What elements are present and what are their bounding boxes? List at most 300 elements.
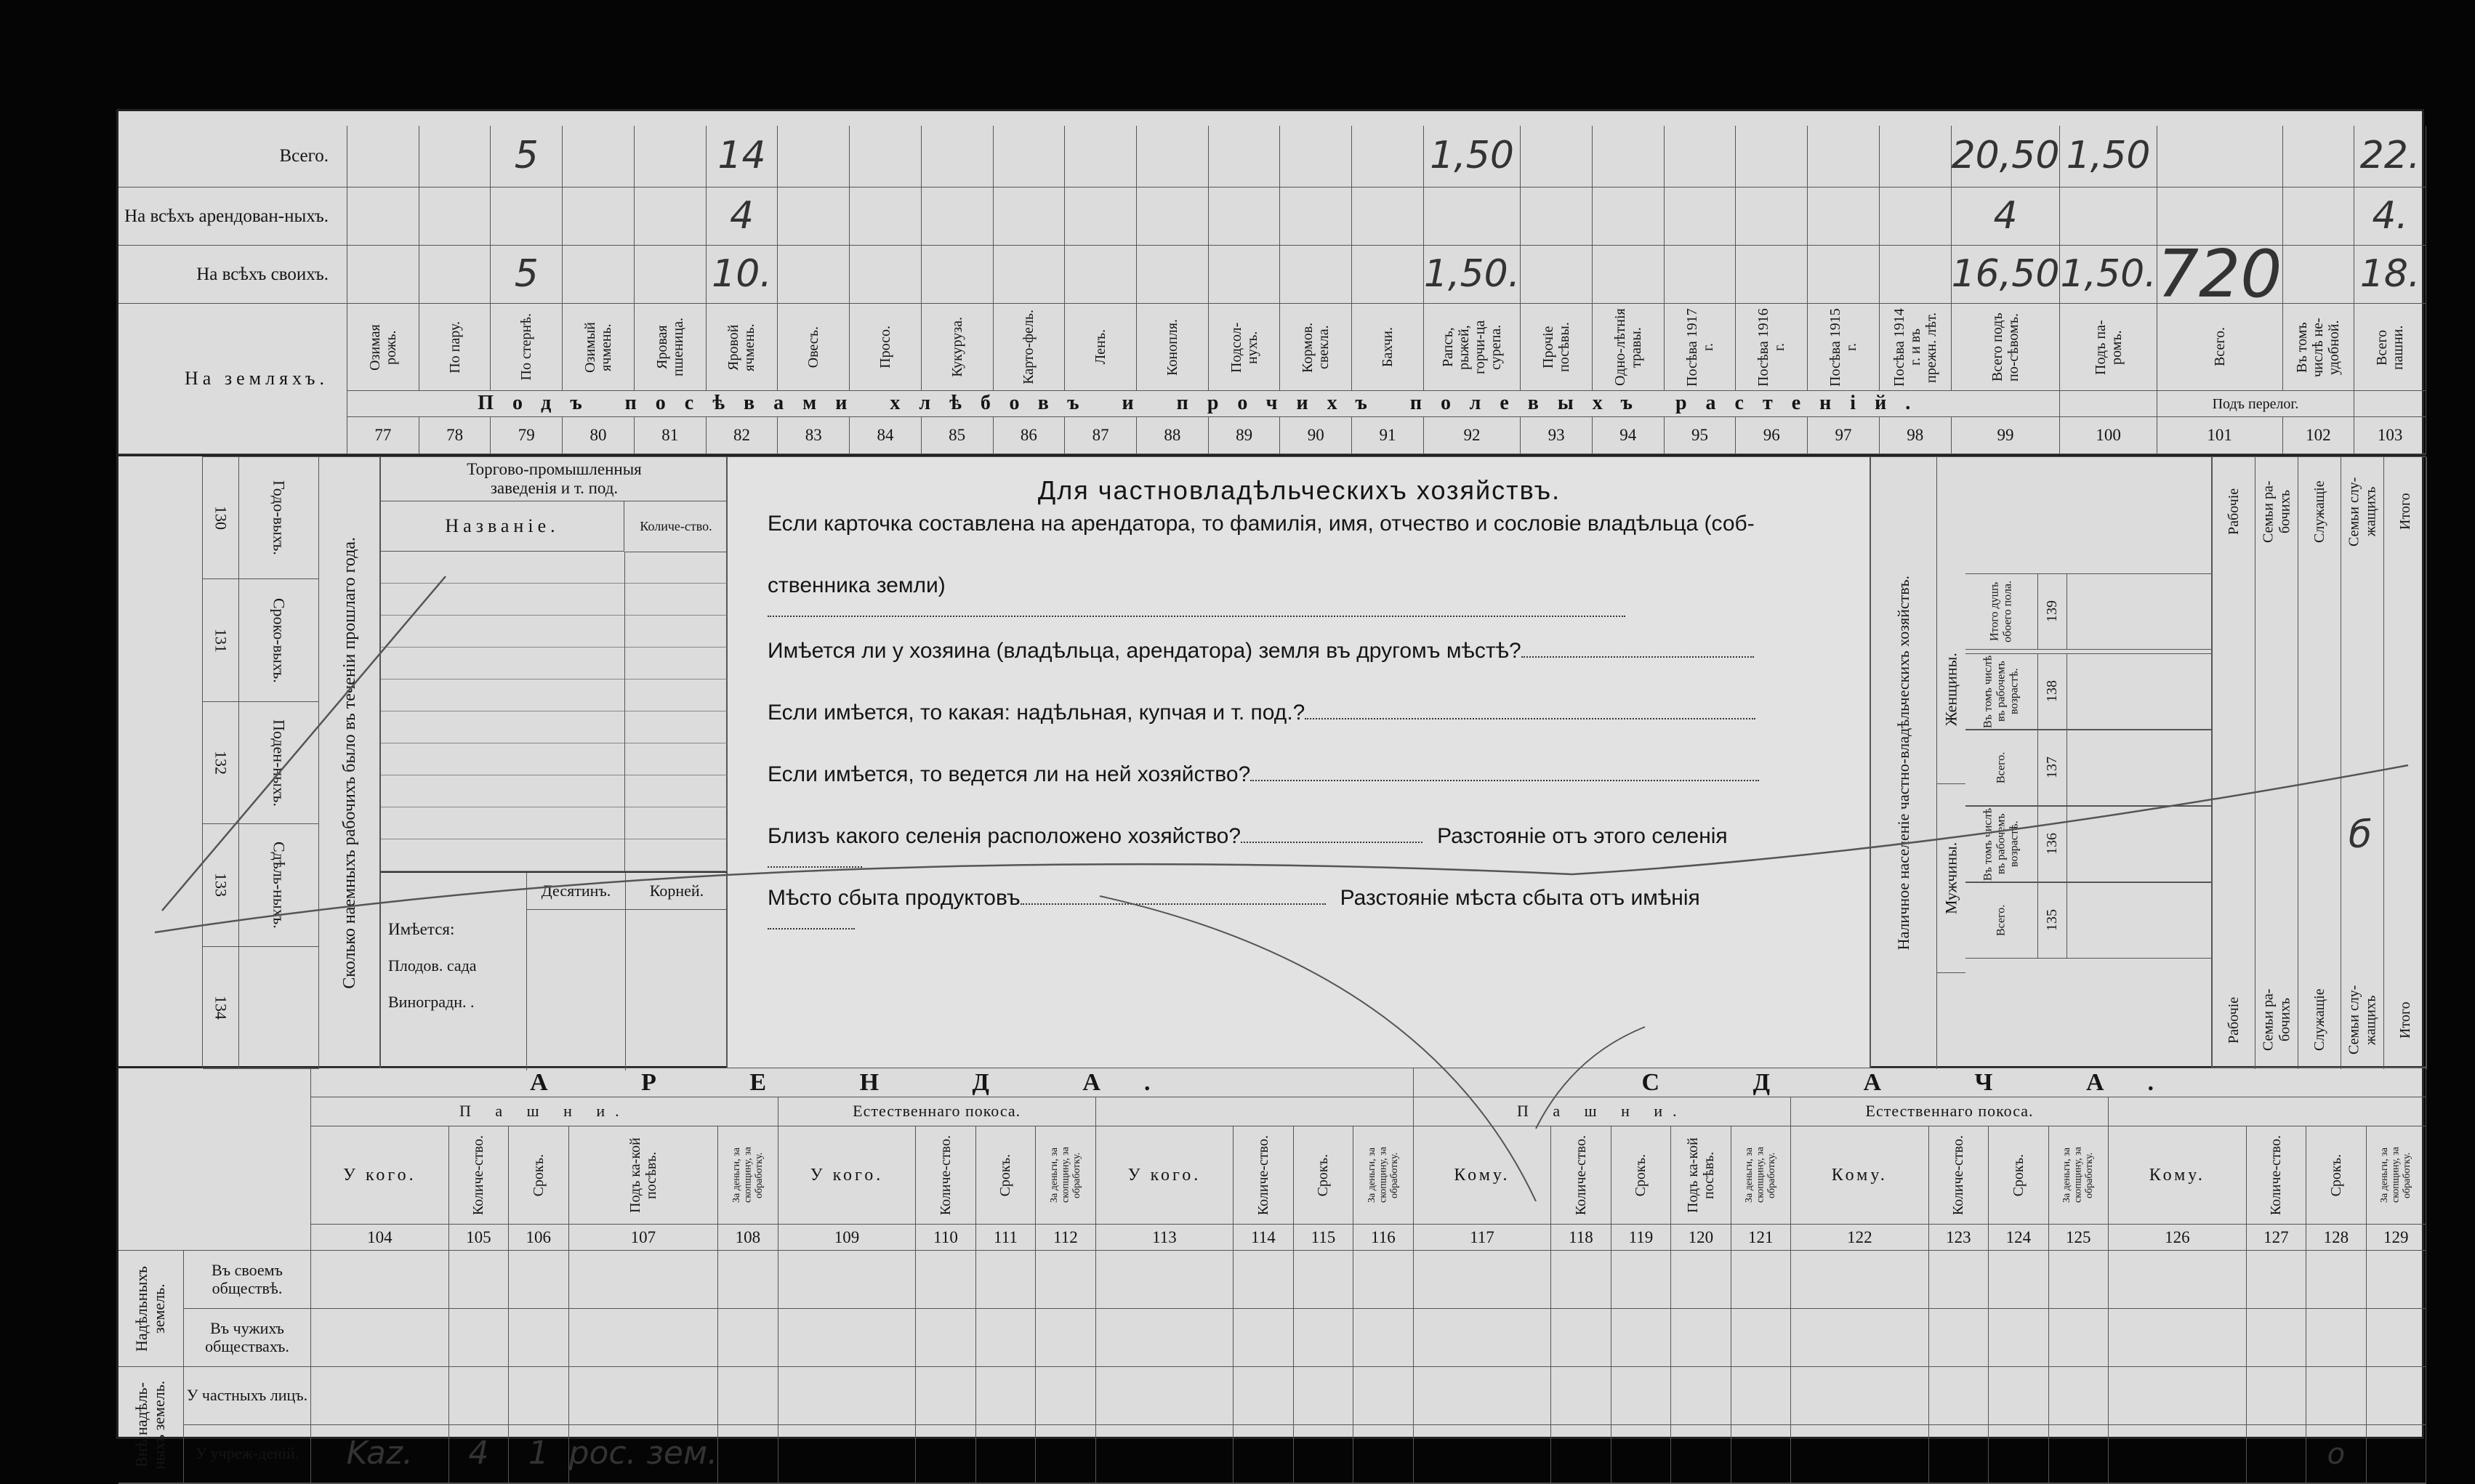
population-row [1965, 730, 2213, 806]
handwritten-value: 1,50. [2060, 251, 2157, 296]
column-number: 77 [347, 417, 419, 454]
column-number: 115 [1294, 1225, 1353, 1251]
crop-header-text: Конопля. [1164, 318, 1180, 376]
column-number: 104 [311, 1225, 449, 1251]
crop-cell [635, 246, 707, 304]
lease-cell [1929, 1251, 1989, 1309]
lease-col-header-text: Количе-ство. [2268, 1134, 2285, 1216]
staff-col-header: Итого [2397, 493, 2413, 531]
crop-cell [2157, 126, 2283, 187]
lease-cell [778, 1309, 917, 1367]
population-col-header: Въ томъ числѣ въ рабочемъ возрастѣ. [1965, 654, 2038, 729]
lease-cell [1234, 1251, 1293, 1309]
lease-col-header [569, 1126, 719, 1225]
crop-cell [778, 126, 850, 187]
lease-cell [1036, 1251, 1095, 1309]
column-number: 129 [2367, 1225, 2426, 1251]
trade-divider [624, 711, 625, 743]
crop-cell [1065, 187, 1137, 246]
crop-cell [347, 187, 419, 246]
lease-col-header [1294, 1126, 1353, 1225]
crop-cell [1065, 246, 1137, 304]
crop-cell [850, 246, 922, 304]
lease-cell [2109, 1251, 2247, 1309]
crop-header [1521, 304, 1593, 391]
crop-cell [347, 246, 419, 304]
handwritten-value: 1,50. [1423, 251, 1521, 296]
crop-cell [1209, 246, 1281, 304]
crop-cell [491, 246, 563, 304]
lease-cell [2247, 1309, 2306, 1367]
column-number: 109 [778, 1225, 917, 1251]
lease-cell [449, 1309, 509, 1367]
lease-cell [569, 1367, 719, 1425]
column-number: 90 [1280, 417, 1352, 454]
men-label: Мужчины. [1936, 784, 1965, 973]
row-label: На всѣхъ своихъ. [118, 246, 347, 304]
column-number: 89 [1209, 417, 1281, 454]
population-col-number: 135 [2038, 883, 2067, 958]
crop-cell [1065, 126, 1137, 187]
lease-col-header-text: Срокъ. [1633, 1153, 1649, 1197]
trade-row [381, 616, 728, 648]
crop-header [2354, 304, 2426, 391]
column-number: 95 [1665, 417, 1736, 454]
vinogradn-label: Виноградн. . [388, 993, 475, 1011]
lease-col-header-text: За деньги, за скопщину, за обработку. [1744, 1147, 1777, 1203]
crop-cell [1137, 187, 1209, 246]
staff-col-header: Служащіе [2311, 480, 2327, 543]
lease-cell [1671, 1309, 1731, 1367]
crop-cell [491, 126, 563, 187]
crop-header-text: Всего пашни. [2374, 324, 2407, 370]
column-number: 98 [1880, 417, 1952, 454]
population-col-header: Въ томъ числѣ въ рабочемъ возрастѣ. [1965, 807, 2038, 882]
crop-header [707, 304, 778, 391]
column-number: 84 [850, 417, 922, 454]
crop-header [1137, 304, 1209, 391]
crop-header-text: Посѣва 1915 г. [1827, 307, 1859, 387]
lease-cell [2247, 1367, 2306, 1425]
lease-col-header-text: За деньги, за скопщину, за обработку. [731, 1147, 765, 1203]
workers-label: Сколько наемныхъ рабочихъ было въ теченіи прошлаго года. [340, 537, 359, 989]
lease-col-header [1671, 1126, 1731, 1225]
crops-banner: Подъ посѣвами хлѣбовъ и прочихъ полевыхъ растеній. [347, 391, 2060, 417]
lease-cell [509, 1251, 568, 1309]
crop-header [1808, 304, 1880, 391]
handwritten-value: 1,50 [2066, 134, 2151, 178]
column-number: 112 [1036, 1225, 1095, 1251]
crop-header [2283, 304, 2355, 391]
population-col-header: Итого душъ обоего пола. [1965, 574, 2038, 649]
staff-table [2212, 456, 2426, 1068]
lease-cell [509, 1367, 568, 1425]
question-text: Близъ какого селенія расположено хозяйство? [768, 824, 1241, 848]
crop-header [1209, 304, 1281, 391]
column-number: 86 [994, 417, 1066, 454]
crop-header [850, 304, 922, 391]
answer-blank [768, 928, 855, 929]
trade-row [381, 552, 728, 584]
trade-divider [624, 584, 625, 616]
crop-cell [1209, 187, 1281, 246]
lease-row-label: У частныхъ лицъ. [184, 1367, 311, 1425]
column-number: 85 [922, 417, 994, 454]
lease-col-header [1551, 1126, 1611, 1225]
column-number: 80 [563, 417, 635, 454]
crop-cell [1593, 246, 1665, 304]
lease-cell [2109, 1309, 2247, 1367]
answer-blank [1021, 903, 1326, 905]
middle-section [118, 456, 2426, 1068]
lease-col-header [1036, 1126, 1095, 1225]
lease-col-header [1791, 1126, 1929, 1225]
workers-col-number: 134 [203, 947, 239, 1068]
handwritten-value: 5 [514, 251, 539, 296]
handwritten-value: 5 [514, 134, 539, 178]
column-number: 114 [1234, 1225, 1293, 1251]
workers-col-header: Годо-выхъ. [239, 457, 319, 578]
pashni-group: П а ш н и. [311, 1097, 778, 1126]
crop-cell [1665, 187, 1736, 246]
handwritten-value: рос. зем. [568, 1435, 718, 1472]
handwritten-value: 720 [2157, 236, 2282, 312]
crop-cell [1137, 246, 1209, 304]
desyatin-header: Десятинъ. [541, 882, 611, 900]
lease-col-header-text: Срокъ. [1315, 1153, 1332, 1197]
crop-header [1593, 304, 1665, 391]
lease-col-header-text: За деньги, за скопщину, за обработку. [1366, 1147, 1400, 1203]
lease-cell [1791, 1309, 1929, 1367]
crop-cell [994, 126, 1066, 187]
crop-header-text: Посѣва 1916 г. [1755, 307, 1788, 387]
crop-cell [2354, 126, 2426, 187]
crop-cell [1352, 246, 1424, 304]
trade-row [381, 648, 728, 680]
trade-divider [624, 839, 625, 871]
crop-header [1065, 304, 1137, 391]
crop-header-text: Одно-лѣтнія травы. [1611, 308, 1644, 386]
trade-row [381, 807, 728, 839]
lease-col-header [1353, 1126, 1413, 1225]
banner-blank [2060, 391, 2157, 417]
column-number: 107 [569, 1225, 719, 1251]
population-label: Наличное населеніе частно-владѣльческихъ хозяйствъ. [1894, 576, 1912, 951]
crop-cell [922, 187, 994, 246]
trade-divider [624, 743, 625, 775]
lease-cell [1731, 1367, 1791, 1425]
lease-cell [569, 1251, 719, 1309]
staff-col-footer: Рабочіе [2213, 973, 2255, 1068]
column-number: 92 [1424, 417, 1521, 454]
population-col-number: 136 [2038, 807, 2067, 882]
sdacha-title: С Д А Ч А. [1414, 1068, 2426, 1097]
column-number: 103 [2354, 417, 2426, 454]
imeetsya-label: Имѣется: [388, 920, 455, 938]
lease-cell [1353, 1367, 1413, 1425]
answer-blank [1305, 718, 1755, 719]
lease-cell [311, 1309, 449, 1367]
lease-cell [2109, 1367, 2247, 1425]
lease-row-label: Въ чужихъ обществахъ. [184, 1309, 311, 1367]
staff-column [2341, 457, 2384, 1069]
column-number: 123 [1929, 1225, 1989, 1251]
column-number: 81 [635, 417, 707, 454]
crop-header-text: Овесъ. [805, 326, 822, 368]
population-col-number: 138 [2038, 654, 2067, 729]
lease-col-header [2247, 1126, 2306, 1225]
population-row [1965, 882, 2213, 959]
crop-cell [1593, 126, 1665, 187]
crop-header [2157, 304, 2283, 391]
staff-col-footer: Семьи слу-жащихъ [2341, 973, 2384, 1068]
question-line [768, 701, 1771, 725]
private-farm-box [727, 456, 1870, 1068]
crop-header [563, 304, 635, 391]
column-number: 111 [976, 1225, 1036, 1251]
lease-col-header [2109, 1126, 2247, 1225]
workers-col-header: Сроко-выхъ. [239, 579, 319, 701]
lease-cell [2049, 1425, 2109, 1483]
crop-header-text: По стернѣ. [518, 313, 535, 381]
lease-col-header [1414, 1126, 1552, 1225]
trade-row [381, 680, 728, 711]
question-text: Если карточка составлена на арендатора, то фамилія, имя, отчество и сословіе владѣльца (соб- [768, 512, 1755, 536]
private-title: Для частновладѣльческихъ хозяйствъ. [1037, 475, 1561, 505]
lease-cell [1096, 1309, 1234, 1367]
staff-col-footer: Итого [2384, 973, 2427, 1068]
group-label-text: Надѣльныхъ земель. [132, 1265, 169, 1352]
question-text: Если имѣется, то какая: надѣльная, купчая и т. под.? [768, 701, 1305, 725]
lease-col-header [718, 1126, 778, 1225]
population-col-number: 137 [2038, 730, 2067, 805]
group-blank [1096, 1097, 1414, 1126]
crop-cell [2060, 246, 2157, 304]
lease-cell [916, 1367, 975, 1425]
question-line [768, 886, 1771, 935]
lease-col-header-text: Подъ ка-кой посѣвъ. [1684, 1137, 1717, 1213]
crop-cell [707, 187, 778, 246]
lease-cell [569, 1309, 719, 1367]
lease-row-label: У учреж-деній. [184, 1425, 311, 1483]
pod-perelog-label: Подъ перелог. [2157, 391, 2355, 417]
crop-cell [491, 187, 563, 246]
crop-cell [1736, 246, 1808, 304]
lease-cell [718, 1367, 778, 1425]
group-label-text: Внѣ надѣль-ныхъ земель. [132, 1380, 169, 1469]
lease-cell [1551, 1367, 1611, 1425]
staff-column [2255, 457, 2298, 1069]
lease-cell [718, 1251, 778, 1309]
column-number: 105 [449, 1225, 509, 1251]
crop-cell [1808, 187, 1880, 246]
lease-cell [1989, 1367, 2048, 1425]
crop-cell [1952, 246, 2061, 304]
group-blank [2109, 1097, 2426, 1126]
column-number: 82 [707, 417, 778, 454]
lease-col-header-text: Срокъ. [2010, 1153, 2027, 1197]
column-number: 108 [718, 1225, 778, 1251]
lease-col-header [509, 1126, 568, 1225]
crop-cell [2354, 187, 2426, 246]
question-line [768, 762, 1771, 787]
crop-cell [922, 246, 994, 304]
crop-cell [1280, 187, 1352, 246]
lease-cell [2049, 1251, 2109, 1309]
lease-cell [976, 1309, 1036, 1367]
crop-header-text: Подсол-нухъ. [1228, 321, 1260, 373]
crop-cell [1424, 187, 1521, 246]
distance-label: Разстояніе мѣста сбыта отъ имѣнія [1340, 886, 1700, 910]
lease-cell [718, 1425, 778, 1483]
lease-col-header-text: Срокъ. [530, 1153, 547, 1197]
lease-col-header [1611, 1126, 1671, 1225]
crop-cell [1736, 126, 1808, 187]
lease-cell [1611, 1367, 1671, 1425]
crop-header [635, 304, 707, 391]
lease-cell [2306, 1367, 2366, 1425]
column-number: 106 [509, 1225, 568, 1251]
column-number: 116 [1353, 1225, 1413, 1251]
crop-cell [347, 126, 419, 187]
lease-cell [2306, 1425, 2366, 1483]
lease-cell [1096, 1425, 1234, 1483]
crop-header [491, 304, 563, 391]
lease-cell [1353, 1309, 1413, 1367]
lease-col-header-text: Количе-ство. [1950, 1134, 1967, 1216]
lease-col-header-text: У кого. [810, 1165, 884, 1185]
corner-blank [118, 1068, 311, 1251]
lease-cell [1294, 1251, 1353, 1309]
staff-column [2298, 457, 2341, 1069]
trade-row [381, 711, 728, 743]
lease-col-header-text: За деньги, за скопщину, за обработку. [2379, 1147, 2412, 1203]
trade-divider [624, 648, 625, 680]
crop-header [347, 304, 419, 391]
column-number: 119 [1611, 1225, 1671, 1251]
answer-blank [768, 866, 862, 868]
trade-row [381, 775, 728, 807]
crop-cell [1209, 126, 1281, 187]
crop-header-text: Ленъ. [1092, 329, 1109, 365]
lease-cell [1234, 1367, 1293, 1425]
column-number: 96 [1736, 417, 1808, 454]
crop-cell [1521, 126, 1593, 187]
trade-divider [624, 807, 625, 839]
lease-cell [1234, 1425, 1293, 1483]
lease-cell [916, 1425, 975, 1483]
population-row [1965, 806, 2213, 882]
group-label-vne [118, 1367, 184, 1483]
lease-col-header-text: Количе-ство. [1572, 1134, 1589, 1216]
trade-table [380, 456, 727, 1068]
lease-cell [1036, 1367, 1095, 1425]
crop-cell [1880, 126, 1952, 187]
column-number: 93 [1521, 417, 1593, 454]
crop-header [922, 304, 994, 391]
crop-cell [2060, 187, 2157, 246]
crop-cell [1665, 126, 1736, 187]
crop-header-text: Подъ па-ромъ. [2092, 319, 2125, 375]
question-text: Имѣется ли у хозяина (владѣльца, арендатора) земля въ другомъ мѣстѣ? [768, 639, 1521, 663]
column-number: 125 [2049, 1225, 2109, 1251]
crops-table [118, 126, 2426, 456]
lease-cell [1294, 1425, 1353, 1483]
lease-col-header-text: Количе-ство. [938, 1134, 954, 1216]
crop-cell [1352, 187, 1424, 246]
lease-cell [1929, 1309, 1989, 1367]
group-label-nadelnye [118, 1251, 184, 1367]
column-number: 117 [1414, 1225, 1552, 1251]
crop-cell [1665, 246, 1736, 304]
handwritten-value: Kaz. [346, 1435, 413, 1472]
lease-col-header [916, 1126, 975, 1225]
crop-header-text: Кукуруза. [949, 317, 965, 377]
lease-cell [916, 1309, 975, 1367]
column-number: 110 [916, 1225, 975, 1251]
trade-row [381, 743, 728, 775]
trade-name-header: Названіе. [445, 515, 560, 536]
crop-cell [994, 246, 1066, 304]
handwritten-value: 22. [2359, 134, 2420, 178]
lease-col-header-text: У кого. [342, 1165, 416, 1185]
lease-col-header [1731, 1126, 1791, 1225]
crop-header [1352, 304, 1424, 391]
lease-cell [1551, 1251, 1611, 1309]
handwritten-value: 16,50 [1951, 251, 2060, 296]
lease-cell [1611, 1251, 1671, 1309]
answer-blank [1241, 842, 1422, 843]
sady-label: Плодов. сада [388, 956, 477, 975]
workers-col-number: 130 [203, 457, 239, 578]
lease-cell [1989, 1425, 2048, 1483]
crop-cell [563, 246, 635, 304]
population-col-header: Всего. [1965, 730, 2038, 805]
crop-cell [778, 187, 850, 246]
column-number: 124 [1989, 1225, 2048, 1251]
women-label: Женщины. [1936, 595, 1965, 784]
staff-col-footer: Служащіе [2298, 973, 2341, 1068]
lease-row-label: Въ своемъ обществѣ. [184, 1251, 311, 1309]
column-number: 102 [2283, 417, 2355, 454]
workers-row [203, 579, 319, 701]
column-number: 78 [419, 417, 491, 454]
lease-cell [1929, 1367, 1989, 1425]
crop-cell [707, 126, 778, 187]
handwritten-value: 4. [2372, 193, 2408, 238]
lease-col-header-text: У кого. [1127, 1165, 1202, 1185]
crop-header-text: Посѣва 1917 г. [1683, 307, 1716, 387]
crop-header-text: Всего подъ по-сѣвомъ. [1989, 312, 2021, 382]
lease-cell [1731, 1251, 1791, 1309]
crop-cell [2283, 246, 2355, 304]
lease-col-header [1234, 1126, 1293, 1225]
lease-cell [509, 1425, 568, 1483]
crop-header [2060, 304, 2157, 391]
crop-cell [922, 126, 994, 187]
lease-cell [1036, 1425, 1095, 1483]
crop-header-text: Озимый ячмень. [582, 321, 615, 373]
crop-header-text: По пару. [446, 320, 463, 374]
lease-col-header-text: Срокъ. [997, 1153, 1014, 1197]
crop-cell [1808, 126, 1880, 187]
banner-blank [2354, 391, 2426, 417]
handwritten-value: 18. [2359, 251, 2420, 296]
lease-cell [509, 1309, 568, 1367]
lease-cell [311, 1251, 449, 1309]
trade-qty-header: Количе-ство. [640, 518, 712, 533]
crops-grid [118, 126, 2426, 454]
